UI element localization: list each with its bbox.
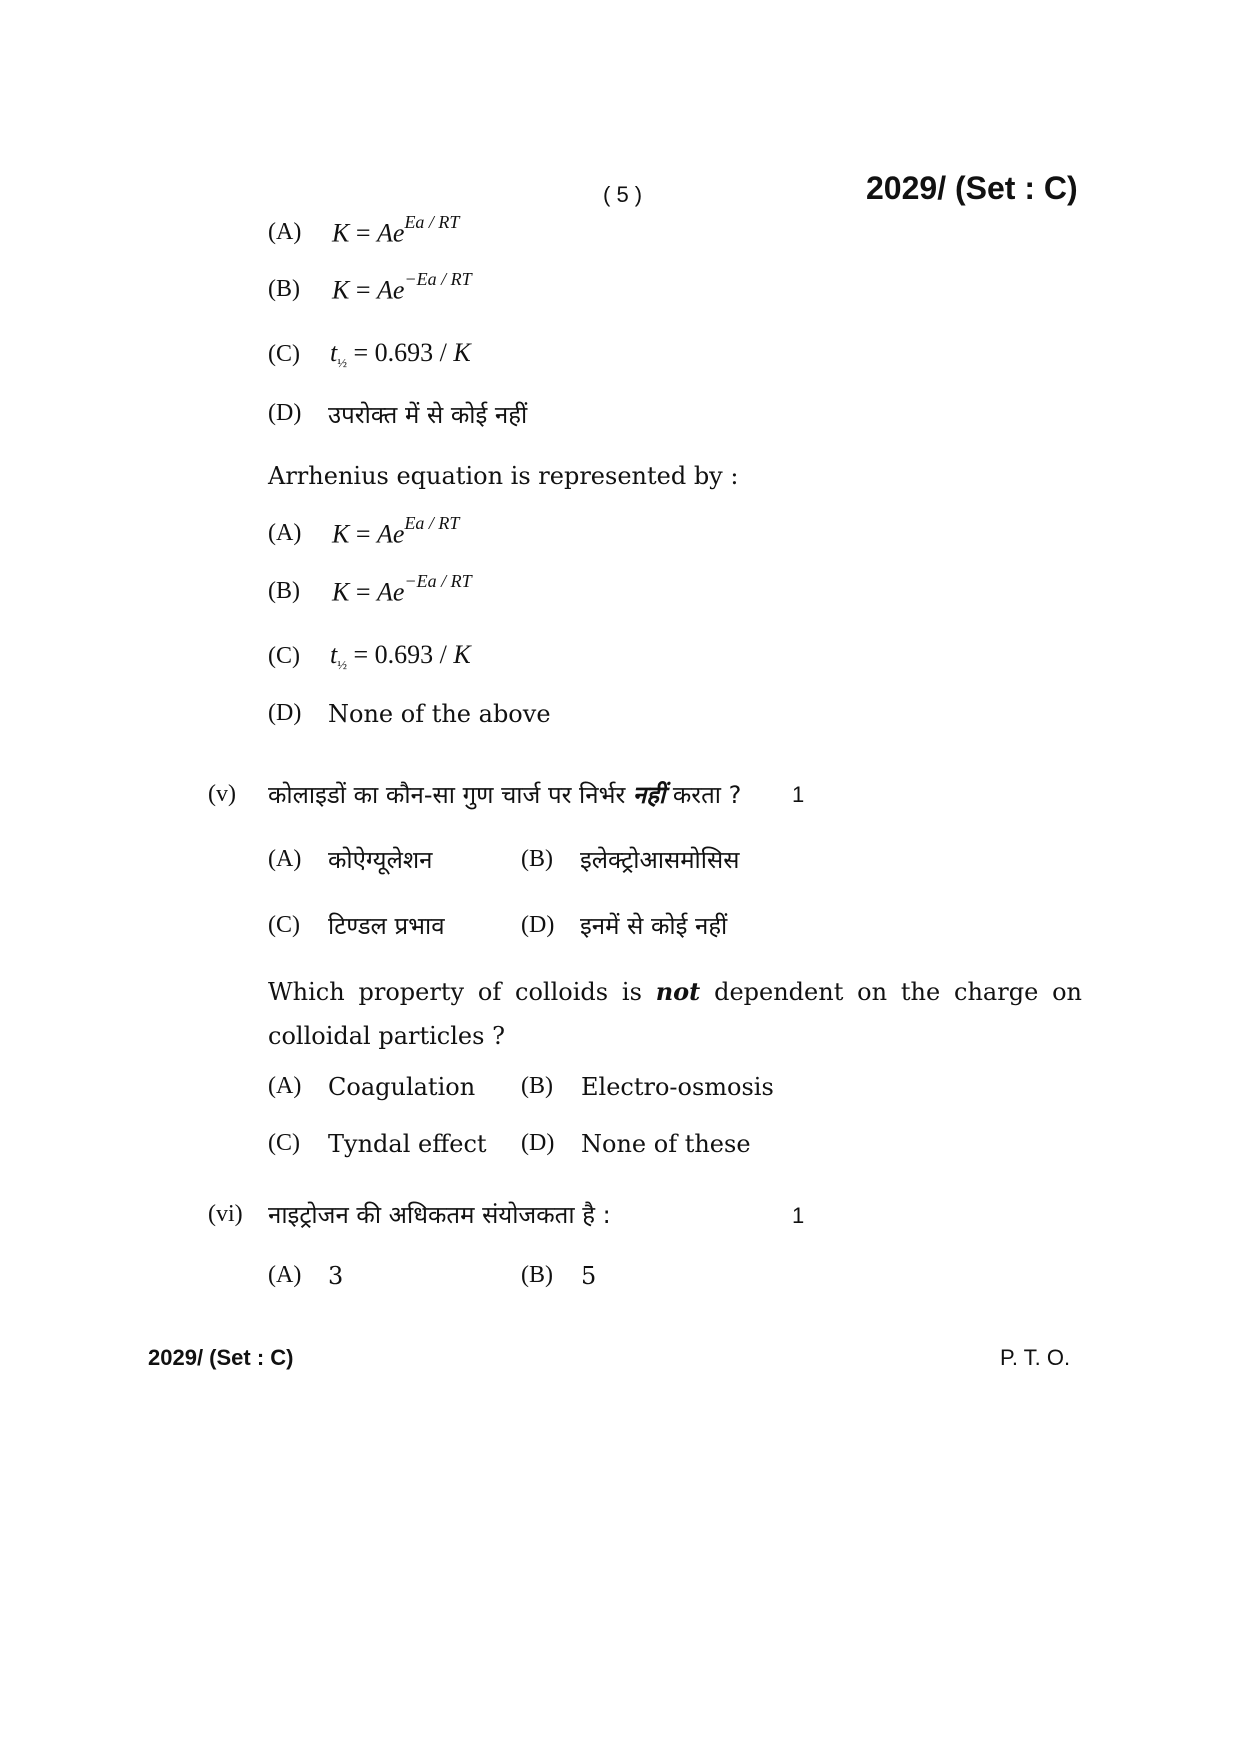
q5-english-option-b-text: Electro-osmosis <box>581 1073 774 1101</box>
q6-option-b-text: 5 <box>581 1262 597 1290</box>
q4-english-option-d-text: None of the above <box>328 700 551 728</box>
page-number: ( 5 ) <box>603 182 643 207</box>
q5-english-option-b-label: (B) <box>521 1073 553 1099</box>
q4-hindi-option-a-equation: $K = Ae^{Ea / RT}$ <box>332 212 460 248</box>
q6-option-a-label: (A) <box>268 1262 302 1288</box>
q4-english-option-b-label: (B) <box>268 578 300 604</box>
q4-hindi-option-a-label: (A) <box>268 219 302 245</box>
q6-option-b-label: (B) <box>521 1262 553 1288</box>
q5-english-option-d-text: None of these <box>581 1130 751 1158</box>
q4-hindi-option-b-label: (B) <box>268 276 300 302</box>
q4-english-option-c-label: (C) <box>268 643 300 669</box>
q4-hindi-option-d-label: (D) <box>268 400 302 426</box>
q6-hindi-question: नाइट्रोजन की अधिकतम संयोजकता है : <box>268 1201 611 1229</box>
q4-hindi-option-c-equation: $t_{\frac{1}{2}} = 0.693 / K$ <box>330 338 471 371</box>
q6-number: (vi) <box>208 1201 243 1227</box>
paper-code-footer: 2029/ (Set : C) <box>148 1345 294 1370</box>
q5-hindi-option-a-label: (A) <box>268 846 302 872</box>
q6-marks: 1 <box>792 1203 805 1228</box>
q4-hindi-option-d-text: उपरोक्त में से कोई नहीं <box>328 401 528 429</box>
q5-hindi-option-b-text: इलेक्ट्रोआसमोसिस <box>580 846 740 874</box>
q4-english-option-c-equation: $t_{\frac{1}{2}} = 0.693 / K$ <box>330 640 471 673</box>
q4-english-option-d-label: (D) <box>268 700 302 726</box>
q5-marks: 1 <box>792 782 805 807</box>
pto-label: P. T. O. <box>1000 1345 1071 1370</box>
q4-english-option-b-equation: $K = Ae^{-Ea / RT}$ <box>332 571 472 607</box>
q5-english-option-c-text: Tyndal effect <box>328 1130 487 1158</box>
q5-hindi-option-d-text: इनमें से कोई नहीं <box>580 912 728 940</box>
q5-hindi-question: कोलाइडों का कौन-सा गुण चार्ज पर निर्भर नहीं करता ? <box>268 781 742 809</box>
q5-number: (v) <box>208 781 236 807</box>
q4-hindi-option-c-label: (C) <box>268 341 300 367</box>
q5-english-option-d-label: (D) <box>521 1130 555 1156</box>
q4-english-option-a-equation: $K = Ae^{Ea / RT}$ <box>332 513 460 549</box>
q5-hindi-option-d-label: (D) <box>521 912 555 938</box>
q5-hindi-option-a-text: कोऐग्यूलेशन <box>328 846 433 874</box>
q5-hindi-option-b-label: (B) <box>521 846 553 872</box>
q4-english-option-a-label: (A) <box>268 520 302 546</box>
paper-code-header: 2029/ (Set : C) <box>866 170 1078 206</box>
q5-english-option-c-label: (C) <box>268 1130 300 1156</box>
q5-english-option-a-label: (A) <box>268 1073 302 1099</box>
q5-hindi-option-c-label: (C) <box>268 912 300 938</box>
q6-option-a-text: 3 <box>328 1262 344 1290</box>
q4-english-question: Arrhenius equation is represented by : <box>268 462 739 490</box>
q5-hindi-option-c-text: टिण्डल प्रभाव <box>328 912 445 940</box>
q4-hindi-option-b-equation: $K = Ae^{-Ea / RT}$ <box>332 269 472 305</box>
q5-english-option-a-text: Coagulation <box>328 1073 476 1101</box>
q5-english-question: Which property of colloids is not dependent on the charge on colloidal particles ? <box>268 977 1083 1050</box>
